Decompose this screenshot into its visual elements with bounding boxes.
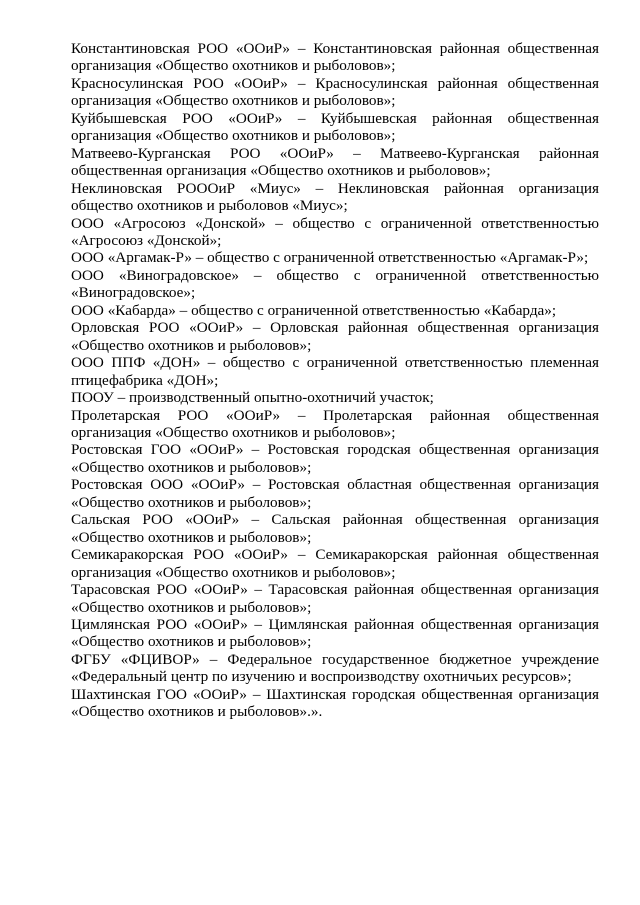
abbreviation-entry-konstantinovsk: Константиновская РОО «ООиР» – Константиновская районная общественная организация «Общество охотников и рыболовов»; <box>71 40 599 75</box>
abbreviation-entry-semikarakorsk: Семикаракорская РОО «ООиР» – Семикаракорская районная общественная организация «Общество охотников и рыболовов»; <box>71 546 599 581</box>
abbreviation-entry-agrosoyuz: ООО «Агросоюз «Донской» – общество с ограниченной ответственностью «Агросоюз «Донской»; <box>71 214 599 249</box>
abbreviation-entry-kuibyshevsk: Куйбышевская РОО «ООиР» – Куйбышевская районная общественная организация «Общество охотников и рыболовов»; <box>71 109 599 145</box>
abbreviation-entry-neklinovsk: Неклиновская РОООиР «Миус» – Неклиновская районная организация общество охотников и рыболовов «Миус»; <box>71 179 599 215</box>
abbreviation-entry-tsimlyansk: Цимлянская РОО «ООиР» – Цимлянская районная общественная организация «Общество охотников и рыболовов»; <box>71 615 599 651</box>
abbreviation-entry-argamak: ООО «Аргамак-Р» – общество с ограниченной ответственностью «Аргамак-Р»; <box>71 249 589 267</box>
abbreviation-entry-ppf-don: ООО ППФ «ДОН» – общество с ограниченной ответственностью племенная птицефабрика «ДОН»; <box>71 354 599 389</box>
abbreviation-entry-shakhty: Шахтинская ГОО «ООиР» – Шахтинская городская общественная организация «Общество охотников и рыболовов».». <box>71 685 599 721</box>
abbreviation-entry-rostov-oblast: Ростовская ООО «ООиР» – Ростовская областная общественная организация «Общество охотников и рыболовов»; <box>71 476 599 511</box>
abbreviation-entry-proletarsk: Пролетарская РОО «ООиР» – Пролетарская районная общественная организация «Общество охотников и рыболовов»; <box>71 406 599 441</box>
abbreviation-entry-tarasovsk: Тарасовская РОО «ООиР» – Тарасовская районная общественная организация «Общество охотников и рыболовов»; <box>71 581 599 616</box>
document-page <box>71 40 599 721</box>
abbreviation-entry-krasnosulinsk: Красносулинская РОО «ООиР» – Красносулинская районная общественная организация «Общество охотников и рыболовов»; <box>71 74 599 110</box>
abbreviation-entry-poou: ПООУ – производственный опытно-охотничий участок; <box>71 389 434 407</box>
abbreviation-entry-orlovsk: Орловская РОО «ООиР» – Орловская районная общественная организация «Общество охотников и рыболовов»; <box>71 319 599 354</box>
abbreviation-entry-fcivor: ФГБУ «ФЦИВОР» – Федеральное государственное бюджетное учреждение «Федеральный центр по изучению и воспроизводству охотничьих ресурсов»; <box>71 650 599 686</box>
abbreviation-entry-matveevo-kurgansk: Матвеево-Курганская РОО «ООиР» – Матвеево-Курганская районная общественная организация «Общество охотников и рыболовов»; <box>71 144 599 180</box>
abbreviation-entry-kabarda: ООО «Кабарда» – общество с ограниченной ответственностью «Кабарда»; <box>71 301 557 319</box>
abbreviation-entry-vinogradovskoe: ООО «Виноградовское» – общество с ограниченной ответственностью «Виноградовское»; <box>71 266 599 302</box>
abbreviation-entry-salsk: Сальская РОО «ООиР» – Сальская районная общественная организация «Общество охотников и рыболовов»; <box>71 511 599 546</box>
abbreviation-entry-rostov-city: Ростовская ГОО «ООиР» – Ростовская городская общественная организация «Общество охотников и рыболовов»; <box>71 441 599 476</box>
